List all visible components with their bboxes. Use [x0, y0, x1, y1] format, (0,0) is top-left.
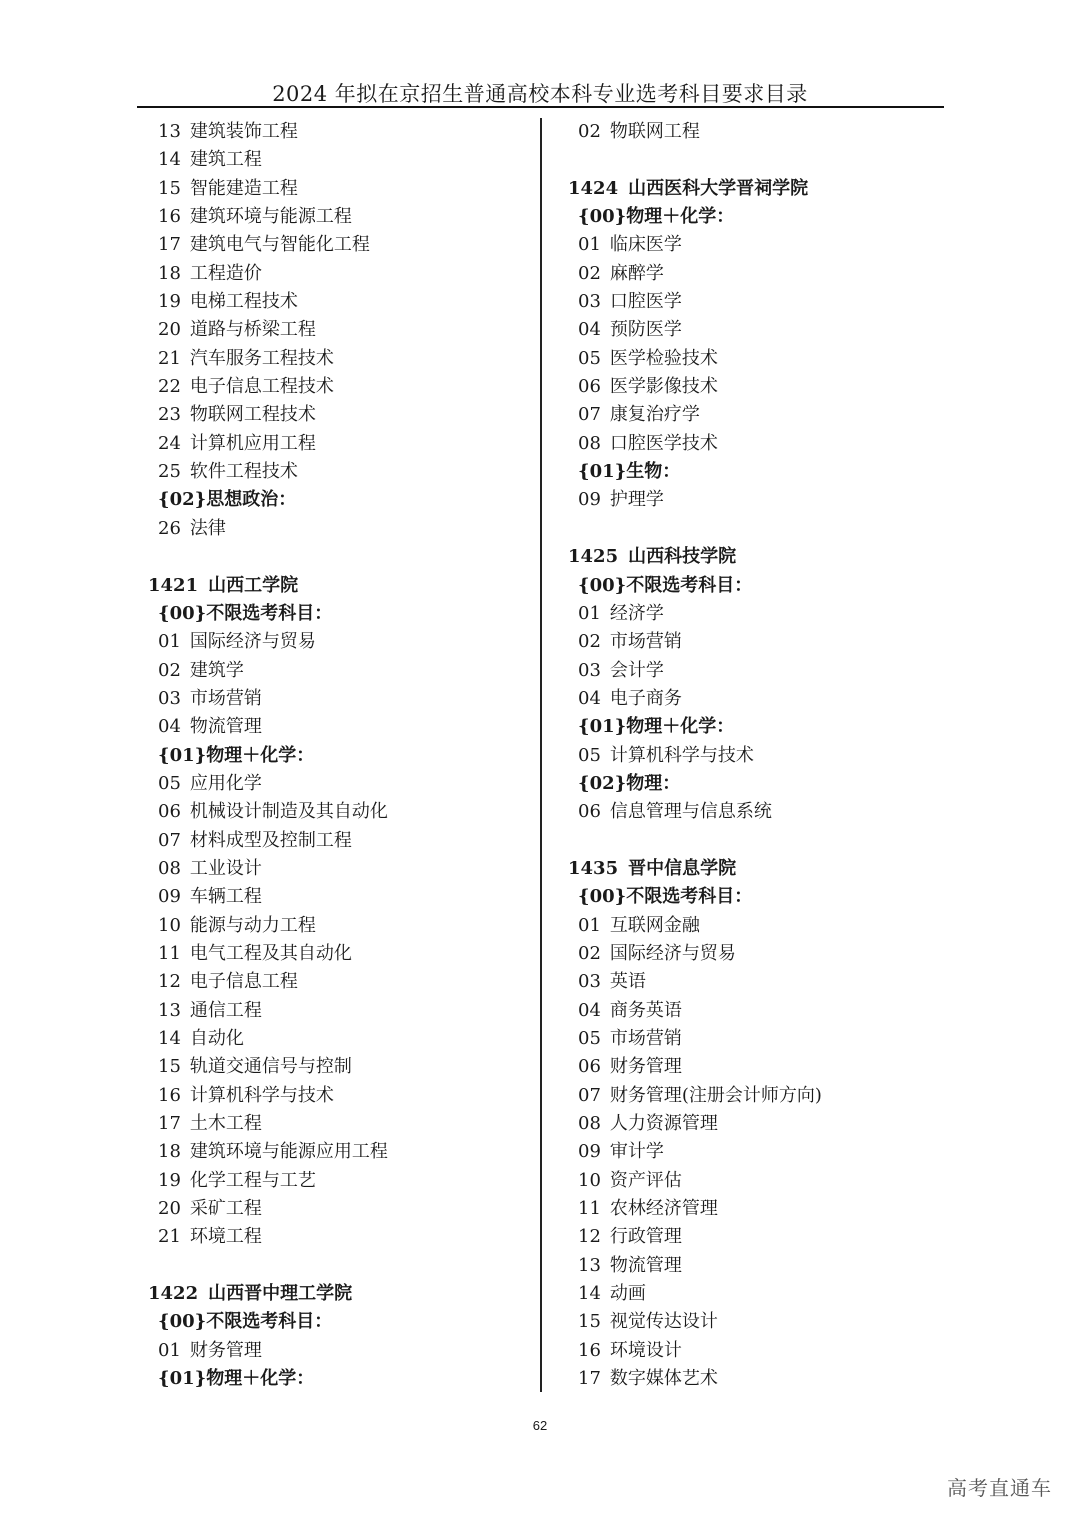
major-name: 护理学	[609, 489, 664, 511]
subject-requirement	[568, 572, 958, 600]
school-code: 1424	[568, 177, 619, 199]
major-item	[568, 430, 958, 458]
subject-requirement	[568, 458, 958, 486]
major-code: 12	[578, 1226, 601, 1248]
major-item	[568, 1252, 958, 1280]
major-code: 20	[158, 319, 181, 341]
major-code: 10	[158, 914, 181, 936]
major-name: 电梯工程技术	[189, 291, 298, 313]
major-name: 国际经济与贸易	[609, 942, 736, 964]
major-code: 19	[158, 291, 181, 313]
major-code: 22	[158, 376, 181, 398]
school-code: 1435	[568, 857, 619, 879]
major-name: 车辆工程	[189, 886, 262, 908]
subject-text: {02}物理：	[578, 772, 681, 794]
major-item	[148, 175, 538, 203]
major-code: 15	[578, 1311, 601, 1333]
major-name: 财务管理	[189, 1339, 262, 1361]
major-code: 06	[578, 376, 601, 398]
major-name: 物联网工程	[609, 121, 700, 142]
major-code: 07	[578, 1084, 601, 1106]
major-name: 资产评估	[609, 1169, 682, 1191]
major-item	[568, 1110, 958, 1138]
major-code: 18	[158, 262, 181, 284]
major-item	[148, 940, 538, 968]
major-item	[148, 770, 538, 798]
major-name: 土木工程	[189, 1113, 262, 1135]
major-code: 15	[158, 1056, 181, 1078]
major-name: 工业设计	[189, 857, 262, 879]
major-code: 09	[158, 886, 181, 908]
major-name: 建筑环境与能源工程	[189, 206, 352, 228]
school-name: 晋中信息学院	[628, 857, 737, 879]
major-code: 14	[578, 1283, 601, 1305]
major-name: 软件工程技术	[189, 461, 298, 483]
watermark: 高考直通车	[947, 1476, 1052, 1500]
major-item	[148, 1110, 538, 1138]
major-item	[568, 1025, 958, 1053]
major-item	[568, 486, 958, 514]
school-code: 1421	[148, 574, 199, 596]
major-code: 11	[578, 1198, 601, 1220]
major-code: 02	[578, 631, 601, 653]
major-name: 数字媒体艺术	[609, 1368, 718, 1390]
major-name: 英语	[609, 971, 646, 993]
major-name: 智能建造工程	[189, 177, 298, 199]
major-item	[148, 118, 538, 146]
major-name: 市场营销	[189, 687, 262, 709]
major-code: 01	[578, 914, 601, 936]
major-item	[568, 600, 958, 628]
major-name: 麻醉学	[609, 262, 664, 284]
header-divider	[137, 106, 944, 108]
major-code: 01	[578, 602, 601, 624]
school-name: 山西科技学院	[628, 546, 737, 568]
major-name: 电气工程及其自动化	[189, 942, 352, 964]
major-code: 16	[158, 1084, 181, 1106]
major-item	[568, 968, 958, 996]
major-item	[568, 912, 958, 940]
major-name: 口腔医学技术	[609, 432, 718, 454]
major-item	[568, 1167, 958, 1195]
major-name: 电子信息工程技术	[189, 376, 334, 398]
major-name: 应用化学	[189, 772, 262, 794]
major-item	[148, 231, 538, 259]
major-item	[148, 685, 538, 713]
major-code: 03	[578, 291, 601, 313]
major-item	[568, 940, 958, 968]
major-item	[568, 1337, 958, 1365]
major-code: 15	[158, 177, 181, 199]
major-name: 市场营销	[609, 1028, 682, 1049]
major-code: 16	[578, 1339, 601, 1361]
school-heading	[568, 175, 958, 203]
major-name: 物联网工程技术	[189, 404, 316, 426]
major-code: 02	[578, 121, 601, 142]
major-code: 05	[578, 347, 601, 369]
major-code: 06	[578, 1056, 601, 1078]
major-item	[148, 373, 538, 401]
major-item	[568, 997, 958, 1025]
school-code: 1422	[148, 1283, 199, 1305]
major-code: 04	[158, 716, 181, 738]
major-code: 14	[158, 149, 181, 171]
major-item	[568, 1223, 958, 1251]
major-item	[148, 968, 538, 996]
major-code: 13	[158, 121, 181, 142]
major-code: 09	[578, 489, 601, 511]
major-item	[148, 855, 538, 883]
major-item	[148, 515, 538, 543]
school-heading	[568, 855, 958, 883]
major-name: 计算机应用工程	[189, 432, 316, 454]
subject-requirement	[148, 742, 538, 770]
major-code: 03	[578, 659, 601, 681]
major-item	[148, 430, 538, 458]
major-name: 康复治疗学	[609, 404, 700, 426]
subject-text: {01}生物：	[578, 461, 681, 483]
major-code: 18	[158, 1141, 181, 1163]
major-item	[148, 657, 538, 685]
major-item	[568, 798, 958, 826]
subject-requirement	[568, 770, 958, 798]
column-divider	[540, 118, 542, 1392]
major-name: 物流管理	[609, 1254, 682, 1276]
major-code: 08	[578, 432, 601, 454]
spacer	[568, 146, 958, 174]
major-name: 信息管理与信息系统	[609, 801, 772, 823]
major-name: 电子商务	[609, 687, 682, 709]
major-code: 03	[158, 687, 181, 709]
school-heading	[148, 1280, 538, 1308]
major-name: 环境设计	[609, 1339, 682, 1361]
subject-requirement	[148, 1308, 538, 1336]
major-name: 物流管理	[189, 716, 262, 738]
major-name: 农林经济管理	[609, 1198, 718, 1220]
school-name: 山西医科大学晋祠学院	[628, 177, 809, 199]
major-item	[568, 316, 958, 344]
major-code: 10	[578, 1169, 601, 1191]
subject-requirement	[568, 883, 958, 911]
subject-text: {00}物理＋化学：	[578, 206, 735, 228]
school-heading	[148, 572, 538, 600]
major-item	[568, 657, 958, 685]
major-name: 汽车服务工程技术	[189, 347, 334, 369]
major-name: 建筑环境与能源应用工程	[189, 1141, 388, 1163]
major-code: 23	[158, 404, 181, 426]
subject-requirement	[568, 713, 958, 741]
major-name: 采矿工程	[189, 1198, 262, 1220]
major-name: 行政管理	[609, 1226, 682, 1248]
major-item	[148, 316, 538, 344]
major-name: 自动化	[189, 1028, 244, 1049]
major-item	[148, 798, 538, 826]
subject-text: {00}不限选考科目：	[578, 886, 753, 908]
major-code: 19	[158, 1169, 181, 1191]
major-item	[568, 628, 958, 656]
subject-text: {01}物理＋化学：	[158, 1368, 315, 1390]
major-name: 人力资源管理	[609, 1113, 718, 1135]
page-number: 62	[532, 1418, 548, 1433]
major-name: 道路与桥梁工程	[189, 319, 316, 341]
major-item	[148, 1025, 538, 1053]
major-item	[148, 1167, 538, 1195]
major-code: 11	[158, 942, 181, 964]
major-name: 计算机科学与技术	[609, 744, 754, 766]
major-name: 法律	[189, 517, 226, 539]
major-item	[148, 827, 538, 855]
major-name: 电子信息工程	[189, 971, 298, 993]
major-item	[148, 1053, 538, 1081]
major-item	[148, 146, 538, 174]
major-name: 审计学	[609, 1141, 664, 1163]
page-title: 2024 年拟在京招生普通高校本科专业选考科目要求目录	[272, 82, 808, 106]
subject-requirement	[148, 486, 538, 514]
major-item	[148, 458, 538, 486]
major-code: 01	[578, 234, 601, 256]
major-name: 材料成型及控制工程	[189, 829, 352, 851]
major-name: 视觉传达设计	[609, 1311, 718, 1333]
major-name: 医学检验技术	[609, 347, 718, 369]
major-name: 轨道交通信号与控制	[189, 1056, 352, 1078]
major-code: 07	[578, 404, 601, 426]
major-name: 动画	[609, 1283, 646, 1305]
major-code: 06	[578, 801, 601, 823]
major-item	[148, 1195, 538, 1223]
major-item	[568, 373, 958, 401]
major-name: 工程造价	[189, 262, 262, 284]
major-code: 02	[578, 262, 601, 284]
left-column	[148, 118, 538, 1393]
major-name: 国际经济与贸易	[189, 631, 316, 653]
major-name: 建筑装饰工程	[189, 121, 298, 142]
major-item	[568, 1053, 958, 1081]
subject-requirement	[568, 203, 958, 231]
major-item	[148, 203, 538, 231]
major-name: 机械设计制造及其自动化	[189, 801, 388, 823]
subject-text: {01}物理＋化学：	[158, 744, 315, 766]
major-item	[568, 1138, 958, 1166]
major-code: 05	[578, 744, 601, 766]
major-item	[568, 345, 958, 373]
major-code: 16	[158, 206, 181, 228]
major-name: 商务英语	[609, 999, 682, 1021]
major-code: 21	[158, 1226, 181, 1248]
major-code: 02	[158, 659, 181, 681]
subject-requirement	[148, 1365, 538, 1393]
major-code: 04	[578, 319, 601, 341]
major-name: 互联网金融	[609, 914, 700, 936]
school-name: 山西工学院	[208, 574, 299, 596]
major-item	[568, 685, 958, 713]
major-item	[568, 1082, 958, 1110]
major-code: 25	[158, 461, 181, 483]
major-name: 化学工程与工艺	[189, 1169, 316, 1191]
school-code: 1425	[568, 546, 619, 568]
major-item	[148, 1082, 538, 1110]
major-code: 05	[158, 772, 181, 794]
major-name: 预防医学	[609, 319, 682, 341]
major-item	[148, 883, 538, 911]
major-code: 13	[578, 1254, 601, 1276]
major-item	[568, 231, 958, 259]
subject-text: {00}不限选考科目：	[578, 574, 753, 596]
major-name: 市场营销	[609, 631, 682, 653]
right-column	[568, 118, 958, 1393]
spacer	[148, 1252, 538, 1280]
major-item	[148, 1138, 538, 1166]
major-code: 05	[578, 1028, 601, 1049]
major-name: 临床医学	[609, 234, 682, 256]
major-name: 建筑学	[189, 659, 244, 681]
major-item	[148, 713, 538, 741]
subject-text: {00}不限选考科目：	[158, 602, 333, 624]
spacer	[568, 515, 958, 543]
major-code: 04	[578, 999, 601, 1021]
major-name: 环境工程	[189, 1226, 262, 1248]
major-item	[568, 260, 958, 288]
major-item	[568, 288, 958, 316]
major-name: 会计学	[609, 659, 664, 681]
major-item	[568, 742, 958, 770]
major-name: 财务管理	[609, 1056, 682, 1078]
major-item	[148, 345, 538, 373]
major-item	[148, 628, 538, 656]
major-name: 建筑工程	[189, 149, 262, 171]
school-name: 山西晋中理工学院	[208, 1283, 353, 1305]
major-name: 建筑电气与智能化工程	[189, 234, 370, 256]
subject-text: {00}不限选考科目：	[158, 1311, 333, 1333]
major-code: 03	[578, 971, 601, 993]
major-code: 26	[158, 517, 181, 539]
major-code: 24	[158, 432, 181, 454]
major-item	[568, 1308, 958, 1336]
major-code: 07	[158, 829, 181, 851]
major-code: 14	[158, 1028, 181, 1049]
major-code: 01	[158, 631, 181, 653]
major-name: 口腔医学	[609, 291, 682, 313]
major-code: 06	[158, 801, 181, 823]
major-item	[568, 401, 958, 429]
major-item	[568, 1365, 958, 1393]
major-code: 09	[578, 1141, 601, 1163]
major-item	[148, 1223, 538, 1251]
major-item	[148, 1337, 538, 1365]
major-code: 13	[158, 999, 181, 1021]
major-code: 17	[578, 1368, 601, 1390]
major-code: 20	[158, 1198, 181, 1220]
subject-requirement	[148, 600, 538, 628]
major-code: 01	[158, 1339, 181, 1361]
major-code: 21	[158, 347, 181, 369]
major-code: 02	[578, 942, 601, 964]
major-name: 通信工程	[189, 999, 262, 1021]
major-name: 财务管理(注册会计师方向)	[609, 1084, 822, 1106]
major-code: 17	[158, 234, 181, 256]
major-item	[568, 1280, 958, 1308]
major-code: 08	[578, 1113, 601, 1135]
major-code: 12	[158, 971, 181, 993]
major-item	[148, 288, 538, 316]
major-item	[148, 260, 538, 288]
subject-text: {01}物理＋化学：	[578, 716, 735, 738]
major-name: 经济学	[609, 602, 664, 624]
major-code: 08	[158, 857, 181, 879]
major-item	[148, 997, 538, 1025]
major-item	[148, 401, 538, 429]
major-name: 计算机科学与技术	[189, 1084, 334, 1106]
spacer	[148, 543, 538, 571]
major-item	[148, 912, 538, 940]
major-item	[568, 1195, 958, 1223]
spacer	[568, 827, 958, 855]
major-name: 能源与动力工程	[189, 914, 316, 936]
major-item	[568, 118, 958, 146]
subject-text: {02}思想政治：	[158, 489, 297, 511]
major-name: 医学影像技术	[609, 376, 718, 398]
major-code: 17	[158, 1113, 181, 1135]
school-heading	[568, 543, 958, 571]
major-code: 04	[578, 687, 601, 709]
